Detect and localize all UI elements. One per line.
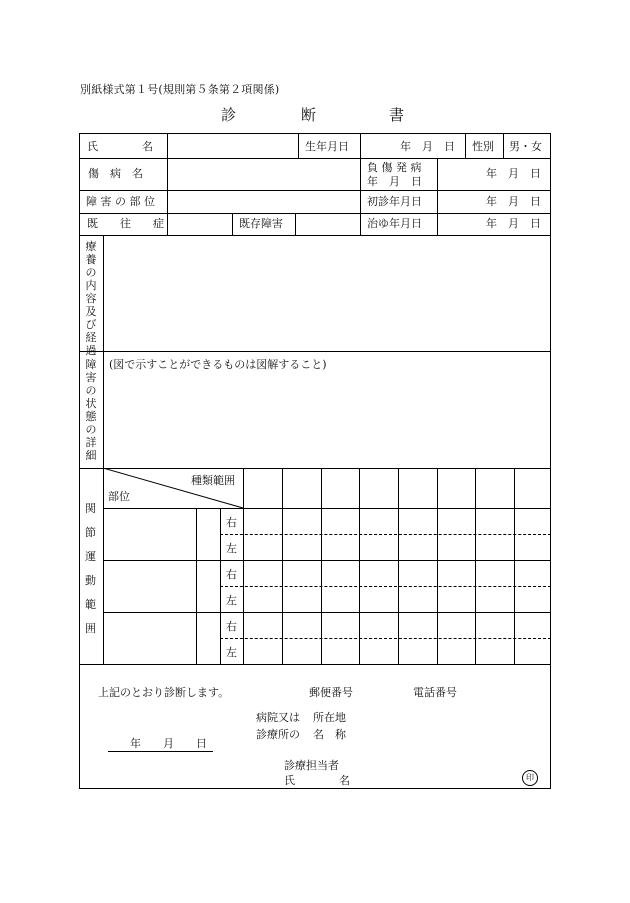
doctor-label: 診療担当者 bbox=[284, 759, 339, 772]
dob-value: 年 月 日 bbox=[400, 140, 455, 153]
existing-disability-label: 既存障害 bbox=[239, 217, 283, 230]
cure-date-label: 治ゆ年月日 bbox=[367, 217, 422, 230]
title-char-2: 断 bbox=[301, 106, 317, 124]
rom-label-char: 囲 bbox=[85, 622, 96, 635]
col-divider bbox=[232, 213, 233, 235]
row-divider bbox=[80, 351, 551, 352]
col-divider bbox=[465, 134, 466, 158]
hospital-label-line1: 病院又は bbox=[256, 711, 300, 724]
rom-right-label: 右 bbox=[226, 620, 237, 633]
rom-col-divider bbox=[514, 468, 515, 664]
row-divider bbox=[80, 213, 551, 214]
rom-label-char: 動 bbox=[85, 574, 96, 587]
seal-mark: 印 bbox=[522, 770, 538, 786]
col-divider bbox=[298, 134, 299, 158]
phone-label: 電話番号 bbox=[413, 686, 457, 699]
address-label: 所在地 bbox=[313, 711, 346, 724]
rom-dashed-divider bbox=[220, 586, 551, 587]
rom-left-label: 左 bbox=[226, 542, 237, 555]
cure-date: 年 月 日 bbox=[486, 217, 541, 230]
rom-col-divider bbox=[196, 508, 197, 664]
doctor-name-label: 氏 名 bbox=[284, 774, 350, 787]
diagnosis-date: 年 月 日 bbox=[130, 737, 207, 750]
disability-note: (図で示すことができるものは図解すること) bbox=[109, 358, 327, 371]
title-char-1: 診 bbox=[221, 106, 237, 124]
injury-label: 傷 病 名 bbox=[88, 167, 143, 180]
col-divider bbox=[503, 134, 504, 158]
postal-code-label: 郵便番号 bbox=[309, 686, 353, 699]
rom-col-divider bbox=[359, 468, 360, 664]
medical-history-label: 既 往 症 bbox=[87, 217, 164, 230]
rom-col-divider bbox=[398, 468, 399, 664]
dob-label: 生年月日 bbox=[305, 140, 349, 153]
rom-row-divider bbox=[103, 612, 551, 613]
rom-col-divider bbox=[475, 468, 476, 664]
rom-col-divider bbox=[321, 468, 322, 664]
disability-detail-label: 障害の状態の詳細 bbox=[85, 358, 97, 462]
onset-label-line2: 年 月 日 bbox=[367, 175, 422, 188]
date-underline bbox=[108, 751, 213, 752]
rom-label-char: 節 bbox=[85, 526, 96, 539]
col-divider bbox=[437, 158, 438, 235]
sex-label: 性別 bbox=[472, 140, 494, 153]
col-divider bbox=[360, 134, 361, 235]
col-divider bbox=[167, 134, 168, 235]
name-label: 氏 名 bbox=[87, 140, 153, 153]
rom-right-label: 右 bbox=[226, 516, 237, 529]
rom-label-char: 範 bbox=[85, 598, 96, 611]
title-char-3: 書 bbox=[389, 106, 405, 124]
rom-header-part: 部位 bbox=[108, 490, 130, 503]
sex-value: 男・女 bbox=[509, 140, 542, 153]
rom-label-char: 運 bbox=[85, 550, 96, 563]
hospital-label-line2: 診療所の bbox=[256, 728, 300, 741]
treatment-label: 療養の内容及び経過 bbox=[85, 240, 97, 357]
rom-right-label: 右 bbox=[226, 568, 237, 581]
rom-col-divider bbox=[437, 468, 438, 664]
col-divider bbox=[295, 213, 296, 235]
rom-header-type: 種類範囲 bbox=[191, 474, 235, 487]
first-visit-label: 初診年月日 bbox=[367, 195, 422, 208]
rom-row-divider bbox=[103, 560, 551, 561]
rom-left-label: 左 bbox=[226, 646, 237, 659]
row-divider bbox=[80, 190, 551, 191]
row-divider bbox=[80, 235, 551, 236]
rom-label-char: 関 bbox=[85, 502, 96, 515]
facility-name-label: 名 称 bbox=[313, 728, 346, 741]
disability-site-label: 障 害 の 部 位 bbox=[86, 195, 155, 208]
first-visit-date: 年 月 日 bbox=[486, 195, 541, 208]
diagnosis-form bbox=[79, 133, 551, 789]
rom-col-divider bbox=[220, 508, 221, 664]
diagnosis-statement: 上記のとおり診断します。 bbox=[98, 686, 230, 699]
form-caption: 別紙様式第１号(規則第５条第２項関係) bbox=[80, 83, 280, 96]
row-divider bbox=[80, 664, 551, 665]
onset-label-line1: 負 傷 発 病 bbox=[367, 161, 422, 174]
rom-left-label: 左 bbox=[226, 594, 237, 607]
label-column-divider bbox=[103, 235, 104, 664]
rom-col-divider bbox=[282, 468, 283, 664]
onset-date: 年 月 日 bbox=[486, 167, 541, 180]
rom-dashed-divider bbox=[220, 638, 551, 639]
rom-dashed-divider bbox=[220, 534, 551, 535]
row-divider bbox=[80, 158, 551, 159]
